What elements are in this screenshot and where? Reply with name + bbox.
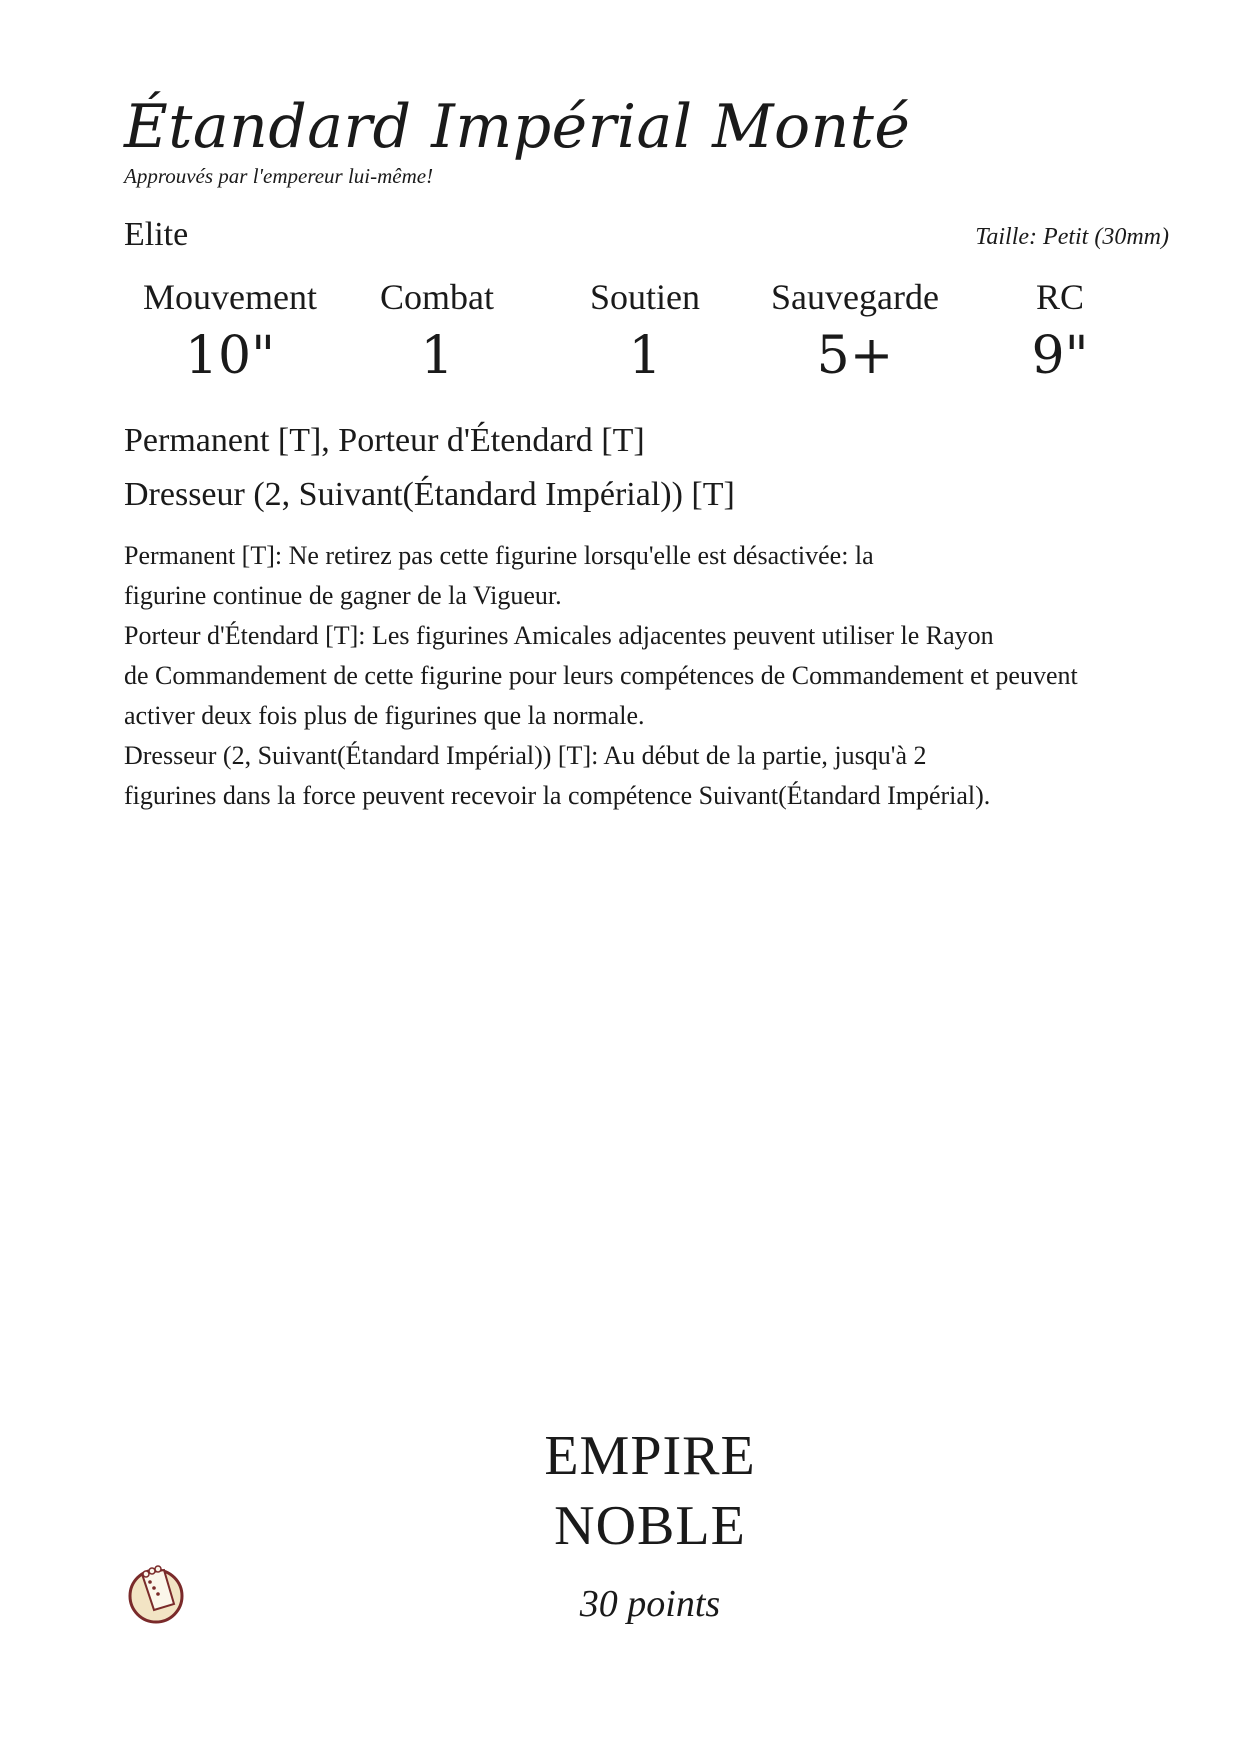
rule-line: figurine continue de gagner de la Vigueur. [124, 581, 562, 610]
rule-line: activer deux fois plus de figurines que la normale. [124, 701, 645, 730]
faction-subtype: NOBLE [554, 1495, 746, 1557]
stat-value: 1 [420, 326, 454, 386]
ability-line: Permanent [T], Porteur d'Étendard [T] [124, 422, 645, 459]
rules-text [124, 536, 1184, 816]
unit-subtitle: Approuvés par l'empereur lui-même! [124, 164, 434, 188]
stat-label: Mouvement [143, 277, 317, 317]
game-logo-icon [124, 1560, 188, 1624]
stat-value: 9" [1031, 326, 1089, 386]
stat-movement [130, 276, 330, 386]
stat-label: Combat [380, 277, 494, 317]
stat-save [755, 276, 955, 386]
ability-list [124, 414, 735, 522]
rule-line: figurines dans la force peuvent recevoir la compétence Suivant(Étandard Impérial). [124, 781, 991, 810]
stat-value: 5+ [816, 326, 894, 386]
rule-line: Permanent [T]: Ne retirez pas cette figurine lorsqu'elle est désactivée: la [124, 541, 874, 570]
points-cost: 30 points [579, 1583, 721, 1625]
faction-name: EMPIRE [544, 1425, 756, 1487]
stat-label: Sauvegarde [771, 277, 939, 317]
rule-line: de Commandement de cette figurine pour leurs compétences de Commandement et peuvent [124, 661, 1078, 690]
stat-support [545, 276, 745, 386]
stat-value: 10" [184, 326, 276, 386]
unit-title: Étandard Impérial Monté [124, 92, 911, 162]
rule-line: Porteur d'Étendard [T]: Les figurines Amicales adjacentes peuvent utiliser le Rayon [124, 621, 994, 650]
unit-size: Taille: Petit (30mm) [975, 224, 1169, 250]
unit-rank: Elite [124, 216, 189, 253]
stat-command-range [960, 276, 1160, 386]
stat-combat [337, 276, 537, 386]
stat-label: RC [1035, 277, 1085, 317]
stat-value: 1 [628, 326, 662, 386]
rule-line: Dresseur (2, Suivant(Étandard Impérial)) [T]: Au début de la partie, jusqu'à 2 [124, 741, 927, 770]
stat-label: Soutien [589, 277, 700, 317]
ability-line: Dresseur (2, Suivant(Étandard Impérial)) [T] [124, 476, 735, 513]
stat-block [120, 276, 1120, 386]
